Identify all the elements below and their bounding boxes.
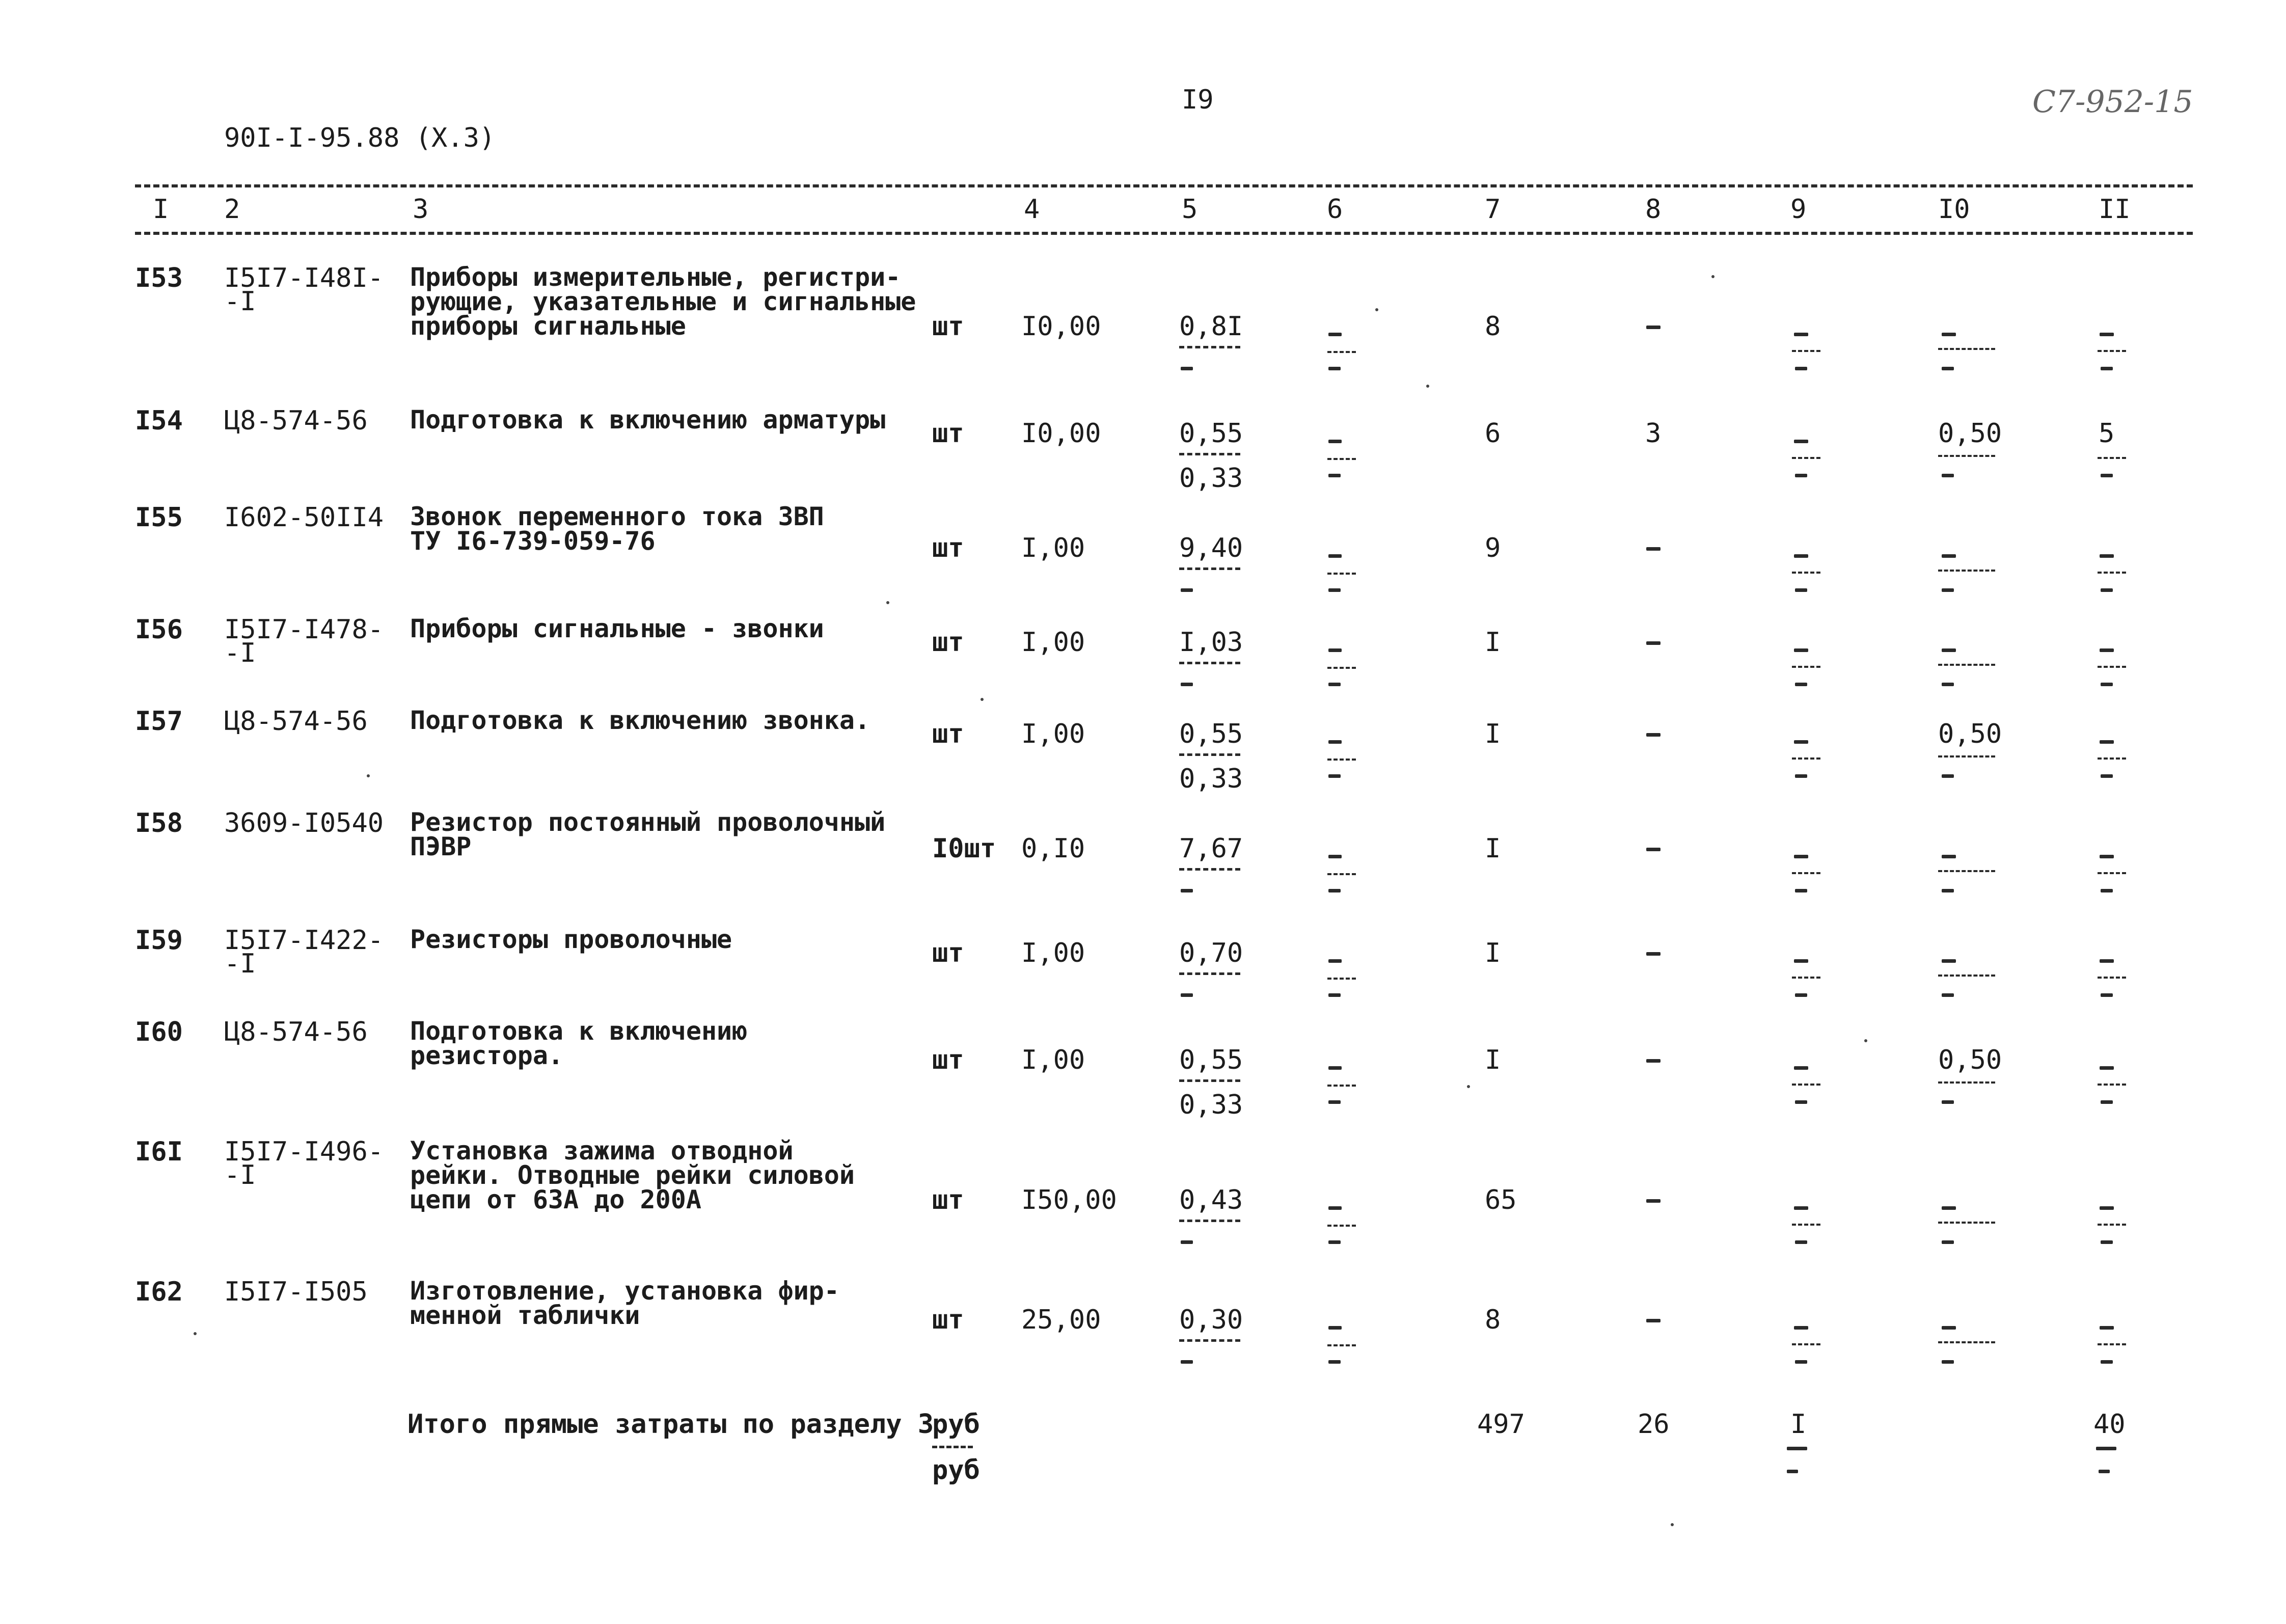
total-col-9-dash — [1787, 1447, 1807, 1450]
total-col-11-dash2 — [2099, 1470, 2110, 1473]
col6-dash — [1328, 1326, 1342, 1330]
price-fraction-rule — [1179, 1220, 1240, 1222]
quantity-cell: I,00 — [1021, 1045, 1085, 1075]
item-description: Приборы измерительные, регистри- — [410, 262, 901, 292]
price-cell: I,03 — [1179, 627, 1243, 658]
item-description: Приборы сигнальные - звонки — [410, 614, 824, 643]
price-fraction-rule — [1179, 1079, 1240, 1082]
scan-speck — [1467, 1085, 1470, 1088]
col6-dash — [1328, 683, 1341, 686]
item-description: ТУ I6-739-059-76 — [410, 526, 656, 556]
item-description: Установка зажима отводной — [410, 1136, 794, 1166]
item-code: Ц8-574-56 — [224, 706, 368, 737]
col10-dash — [1942, 474, 1954, 477]
quantity-cell: I,00 — [1021, 627, 1085, 658]
unit-cell: I0шт — [932, 833, 996, 864]
price-fraction-rule — [1179, 567, 1240, 570]
col11-dash — [2101, 1360, 2113, 1364]
row-number: I6I — [135, 1136, 183, 1167]
col7-cell: I — [1485, 627, 1501, 658]
col6-rule — [1327, 1344, 1356, 1346]
col9-dash — [1795, 774, 1807, 778]
item-code: 3609-I0540 — [224, 808, 384, 838]
item-code: Ц8-574-56 — [224, 1017, 368, 1047]
unit-cell: шт — [932, 1185, 964, 1215]
col6-dash — [1328, 774, 1341, 778]
col10-dash — [1942, 774, 1954, 778]
col6-dash — [1328, 648, 1342, 652]
col8-dash — [1646, 547, 1661, 551]
item-code: I5I7-I496- — [224, 1136, 384, 1167]
unit-cell: шт — [932, 1045, 964, 1075]
unit-cell: шт — [932, 418, 964, 449]
quantity-cell: I0,00 — [1021, 418, 1101, 449]
header-top-rule — [135, 184, 2193, 187]
item-description: приборы сигнальные — [410, 311, 686, 341]
col11-dash — [2101, 367, 2113, 370]
col11-dash — [2100, 1066, 2114, 1070]
col6-rule — [1327, 458, 1356, 460]
col6-rule — [1327, 1085, 1356, 1087]
item-code: Ц8-574-56 — [224, 405, 368, 436]
col7-cell: I — [1485, 719, 1501, 749]
row-number: I59 — [135, 925, 183, 956]
col7-cell: 65 — [1485, 1185, 1517, 1215]
col11-dash — [2101, 889, 2113, 892]
col10-rule — [1938, 664, 1995, 666]
document-code: 90I-I-95.88 (X.3) — [224, 123, 496, 153]
item-code: I5I7-I505 — [224, 1277, 368, 1307]
total-col-9: I — [1790, 1409, 1807, 1440]
col10-dash — [1942, 855, 1956, 858]
col11-rule — [2098, 1343, 2126, 1345]
col7-cell: 6 — [1485, 418, 1501, 449]
col9-dash — [1794, 554, 1808, 558]
col8-dash — [1646, 1199, 1661, 1203]
scan-speck — [1711, 275, 1715, 278]
col11-dash — [2100, 855, 2114, 858]
col6-dash — [1328, 554, 1342, 558]
col10-rule — [1938, 570, 1995, 572]
col-header-2: 2 — [224, 194, 240, 225]
item-code: -I — [224, 286, 256, 317]
unit-cell: шт — [932, 938, 964, 968]
total-label: Итого прямые затраты по разделу 3 — [407, 1409, 934, 1440]
total-unit-bottom: руб — [932, 1455, 980, 1485]
col9-rule — [1792, 1343, 1820, 1345]
item-code: I5I7-I48I- — [224, 263, 384, 293]
scan-speck — [1864, 1039, 1867, 1042]
col6-dash — [1328, 993, 1341, 997]
col11-rule — [2098, 872, 2126, 874]
handwritten-stamp: С7-952-15 — [2032, 84, 2193, 120]
col8-dash — [1646, 733, 1661, 737]
quantity-cell: 25,00 — [1021, 1305, 1101, 1335]
unit-cell: шт — [932, 533, 964, 563]
row-number: I60 — [135, 1017, 183, 1047]
col11-rule — [2098, 977, 2126, 979]
col11-dash — [2100, 333, 2114, 336]
item-description: Подготовка к включению арматуры — [410, 405, 886, 435]
col9-dash — [1794, 1206, 1808, 1210]
col9-rule — [1792, 572, 1820, 574]
col11-dash — [2101, 1240, 2113, 1244]
col7-cell: I — [1485, 938, 1501, 968]
col6-dash — [1328, 1100, 1341, 1104]
row-number: I54 — [135, 405, 183, 436]
col6-dash — [1328, 588, 1341, 592]
col10-dash — [1942, 333, 1956, 336]
col8-dash — [1646, 1319, 1661, 1322]
row-number: I57 — [135, 706, 183, 737]
col10-dash — [1942, 683, 1954, 686]
price-lower-dash — [1181, 889, 1193, 892]
col9-dash — [1795, 1100, 1807, 1104]
scan-speck — [367, 774, 370, 777]
col8-dash — [1646, 326, 1661, 329]
price-cell: 0,30 — [1179, 1305, 1243, 1335]
col6-dash — [1328, 1206, 1342, 1210]
col11-rule — [2098, 1224, 2126, 1226]
col9-dash — [1794, 1066, 1808, 1070]
col8-dash — [1646, 641, 1661, 645]
price-lower-dash — [1181, 1360, 1193, 1364]
col7-cell: 8 — [1485, 1305, 1501, 1335]
scan-speck — [1426, 385, 1429, 388]
price-cell: 7,67 — [1179, 833, 1243, 864]
col10-rule — [1938, 1081, 1995, 1084]
col10-cell: 0,50 — [1938, 719, 2002, 749]
col6-rule — [1327, 978, 1356, 980]
col11-rule — [2098, 457, 2126, 459]
item-description: ПЭВР — [410, 832, 472, 861]
col11-dash — [2100, 554, 2114, 558]
col6-dash — [1328, 1240, 1341, 1244]
price-cell: 9,40 — [1179, 533, 1243, 563]
unit-cell: шт — [932, 719, 964, 749]
col11-rule — [2098, 757, 2126, 760]
item-description: Подготовка к включению звонка. — [410, 706, 870, 735]
total-col-11: 40 — [2093, 1409, 2126, 1440]
col11-rule — [2098, 350, 2126, 352]
col10-dash — [1942, 889, 1954, 892]
item-description: Резисторы проволочные — [410, 925, 732, 954]
item-description: рующие, указательные и сигнальные — [410, 287, 916, 316]
item-description: рейки. Отводные рейки силовой — [410, 1160, 855, 1190]
price-fraction-rule — [1179, 972, 1240, 975]
col6-dash — [1328, 959, 1342, 963]
header-bottom-rule — [135, 232, 2193, 235]
col9-dash — [1795, 474, 1807, 477]
item-code: -I — [224, 949, 256, 979]
col10-cell: 0,50 — [1938, 1045, 2002, 1075]
item-description: резистора. — [410, 1041, 564, 1070]
col9-dash — [1795, 683, 1807, 686]
price-cell: 0,8I — [1179, 311, 1243, 342]
row-number: I62 — [135, 1277, 183, 1307]
col6-rule — [1327, 873, 1356, 875]
quantity-cell: I,00 — [1021, 533, 1085, 563]
scan-speck — [981, 698, 984, 701]
scan-speck — [194, 1332, 197, 1335]
price-lower-cell: 0,33 — [1179, 764, 1243, 794]
col9-rule — [1792, 757, 1820, 760]
row-number: I55 — [135, 502, 183, 533]
col6-rule — [1327, 667, 1356, 669]
price-fraction-rule — [1179, 1339, 1240, 1342]
col10-rule — [1938, 975, 1995, 977]
col7-cell: I — [1485, 833, 1501, 864]
quantity-cell: I0,00 — [1021, 311, 1101, 342]
col10-dash — [1942, 1240, 1954, 1244]
price-lower-dash — [1181, 683, 1193, 686]
col8-cell: 3 — [1645, 418, 1662, 449]
col7-cell: 8 — [1485, 311, 1501, 342]
col9-dash — [1795, 993, 1807, 997]
col-header-10: I0 — [1938, 194, 1970, 225]
col11-dash — [2100, 1326, 2114, 1330]
total-col-11-dash — [2096, 1447, 2116, 1450]
col9-rule — [1792, 457, 1820, 459]
col6-dash — [1328, 474, 1341, 477]
col10-dash — [1942, 959, 1956, 963]
col6-dash — [1328, 440, 1342, 443]
col9-dash — [1795, 1360, 1807, 1364]
col-header-8: 8 — [1645, 194, 1662, 225]
total-unit-top: руб — [932, 1409, 980, 1440]
col9-rule — [1792, 666, 1820, 668]
col11-rule — [2098, 1084, 2126, 1086]
col11-dash — [2101, 683, 2113, 686]
col-header-5: 5 — [1182, 194, 1198, 225]
price-lower-dash — [1181, 588, 1193, 592]
col-header-3: 3 — [413, 194, 429, 225]
row-number: I56 — [135, 614, 183, 645]
price-fraction-rule — [1179, 346, 1240, 348]
col10-dash — [1942, 648, 1956, 652]
col6-dash — [1328, 1066, 1342, 1070]
price-fraction-rule — [1179, 662, 1240, 664]
col10-dash — [1942, 588, 1954, 592]
col10-dash — [1942, 367, 1954, 370]
quantity-cell: 0,I0 — [1021, 833, 1085, 864]
col10-dash — [1942, 1360, 1954, 1364]
col11-dash — [2101, 474, 2113, 477]
item-description: Подготовка к включению — [410, 1016, 748, 1046]
col9-rule — [1792, 1084, 1820, 1086]
col11-dash — [2100, 648, 2114, 652]
col10-rule — [1938, 755, 1995, 757]
col9-dash — [1794, 959, 1808, 963]
col6-dash — [1328, 333, 1342, 336]
col10-rule — [1938, 1222, 1995, 1224]
unit-cell: шт — [932, 627, 964, 658]
col9-rule — [1792, 350, 1820, 352]
item-description: Резистор постоянный проволочный — [410, 807, 886, 837]
col11-dash — [2100, 740, 2114, 744]
price-fraction-rule — [1179, 753, 1240, 756]
item-code: -I — [224, 638, 256, 668]
col10-dash — [1942, 1206, 1956, 1210]
col9-dash — [1795, 367, 1807, 370]
col9-dash — [1794, 855, 1808, 858]
row-number: I58 — [135, 808, 183, 838]
col11-rule — [2098, 572, 2126, 574]
col6-dash — [1328, 855, 1342, 858]
col9-dash — [1795, 889, 1807, 892]
price-lower-cell: 0,33 — [1179, 1090, 1243, 1120]
item-description: Звонок переменного тока ЗВП — [410, 502, 824, 531]
item-description: менной таблички — [410, 1301, 640, 1330]
scan-speck — [1671, 1523, 1674, 1526]
price-cell: 0,55 — [1179, 719, 1243, 749]
col-header-6: 6 — [1327, 194, 1343, 225]
price-cell: 0,55 — [1179, 418, 1243, 449]
col9-rule — [1792, 1224, 1820, 1226]
col11-dash — [2101, 774, 2113, 778]
col9-dash — [1795, 588, 1807, 592]
row-number: I53 — [135, 263, 183, 293]
quantity-cell: I,00 — [1021, 938, 1085, 968]
item-code: -I — [224, 1160, 256, 1190]
item-description: цепи от 63А до 200А — [410, 1185, 701, 1214]
col10-rule — [1938, 455, 1995, 457]
total-unit-rule — [932, 1446, 973, 1448]
total-col-7: 497 — [1477, 1409, 1525, 1440]
col10-dash — [1942, 993, 1954, 997]
total-col-8: 26 — [1638, 1409, 1670, 1440]
quantity-cell: I50,00 — [1021, 1185, 1117, 1215]
price-lower-dash — [1181, 367, 1193, 370]
col9-dash — [1794, 1326, 1808, 1330]
item-code: I5I7-I422- — [224, 925, 384, 956]
col10-dash — [1942, 1100, 1954, 1104]
col10-rule — [1938, 1341, 1995, 1343]
col-header-1: I — [153, 194, 169, 225]
col9-dash — [1794, 333, 1808, 336]
col6-dash — [1328, 1360, 1341, 1364]
price-lower-dash — [1181, 1240, 1193, 1244]
price-fraction-rule — [1179, 453, 1240, 455]
price-cell: 0,55 — [1179, 1045, 1243, 1075]
price-cell: 0,43 — [1179, 1185, 1243, 1215]
col11-rule — [2098, 666, 2126, 668]
col8-dash — [1646, 1059, 1661, 1063]
col7-cell: I — [1485, 1045, 1501, 1075]
col11-dash — [2100, 959, 2114, 963]
col11-dash — [2101, 588, 2113, 592]
page-number: I9 — [1182, 85, 1214, 115]
col9-dash — [1794, 740, 1808, 744]
col7-cell: 9 — [1485, 533, 1501, 563]
quantity-cell: I,00 — [1021, 719, 1085, 749]
col10-dash — [1942, 1326, 1956, 1330]
col6-rule — [1327, 759, 1356, 761]
col6-dash — [1328, 740, 1342, 744]
unit-cell: шт — [932, 311, 964, 342]
col9-dash — [1794, 440, 1808, 443]
col8-dash — [1646, 952, 1661, 956]
col-header-4: 4 — [1024, 194, 1040, 225]
col9-rule — [1792, 872, 1820, 874]
col9-rule — [1792, 977, 1820, 979]
col10-rule — [1938, 348, 1995, 350]
scan-speck — [886, 601, 889, 604]
col11-dash — [2101, 993, 2113, 997]
col9-dash — [1794, 648, 1808, 652]
scan-speck — [1375, 308, 1378, 311]
col11-dash — [2101, 1100, 2113, 1104]
item-code: I602-50II4 — [224, 502, 384, 533]
col11-dash — [2100, 1206, 2114, 1210]
price-lower-cell: 0,33 — [1179, 463, 1243, 494]
col6-rule — [1327, 1225, 1356, 1227]
col6-dash — [1328, 367, 1341, 370]
price-fraction-rule — [1179, 868, 1240, 871]
col6-dash — [1328, 889, 1341, 892]
total-col-9-dash2 — [1787, 1470, 1798, 1473]
item-description: Изготовление, установка фир- — [410, 1276, 839, 1306]
col8-dash — [1646, 848, 1661, 851]
col10-dash — [1942, 554, 1956, 558]
col9-dash — [1795, 1240, 1807, 1244]
unit-cell: шт — [932, 1305, 964, 1335]
price-cell: 0,70 — [1179, 938, 1243, 968]
col10-rule — [1938, 870, 1995, 872]
col10-cell: 0,50 — [1938, 418, 2002, 449]
col-header-11: II — [2099, 194, 2131, 225]
col6-rule — [1327, 573, 1356, 575]
col11-cell: 5 — [2099, 418, 2115, 449]
col-header-7: 7 — [1485, 194, 1501, 225]
col-header-9: 9 — [1790, 194, 1807, 225]
price-lower-dash — [1181, 993, 1193, 997]
col6-rule — [1327, 351, 1356, 353]
item-code: I5I7-I478- — [224, 614, 384, 645]
